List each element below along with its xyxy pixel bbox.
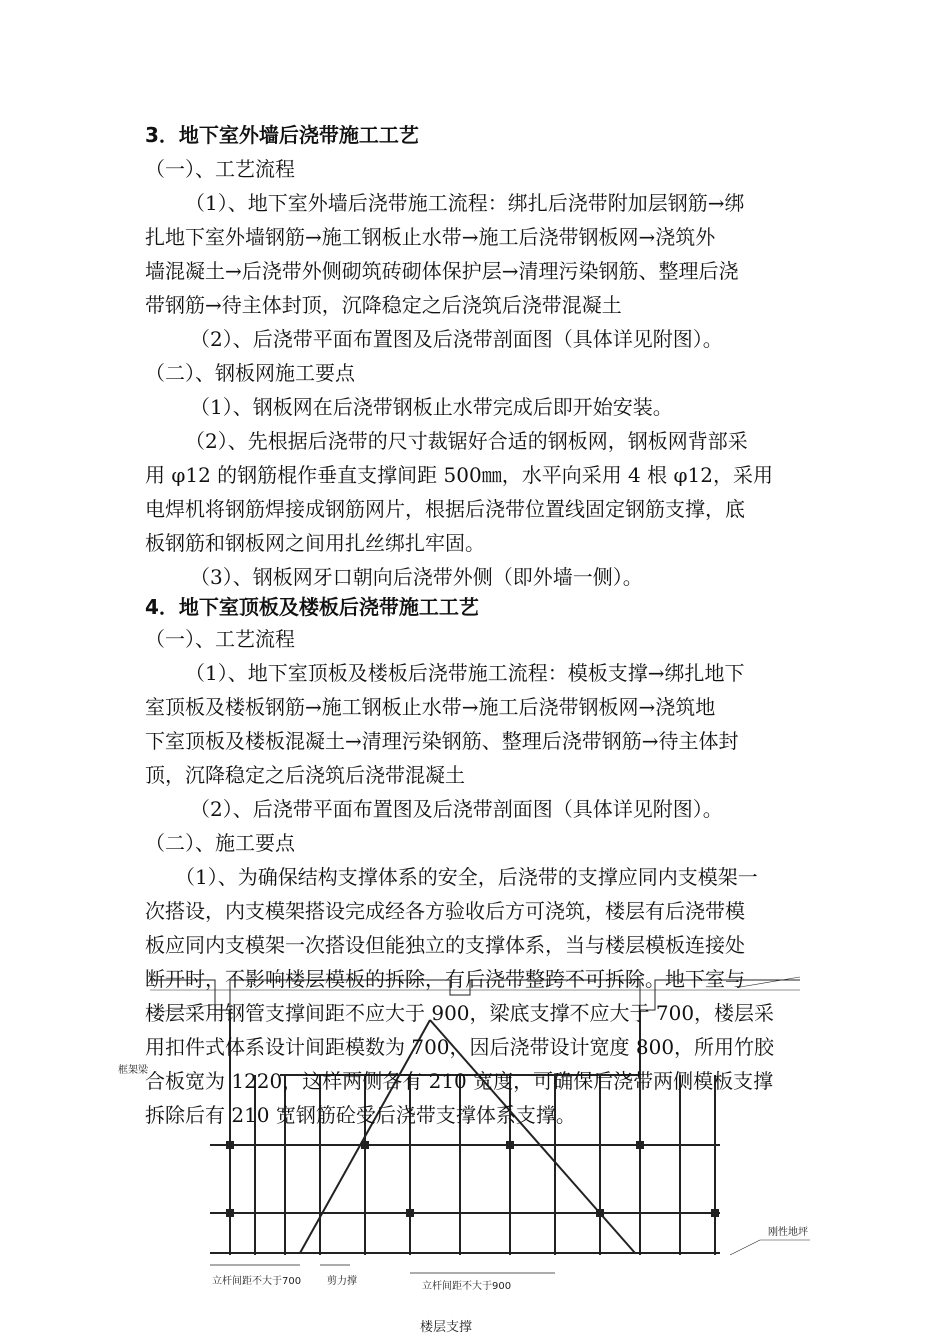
paragraph-line: 断开时，不影响楼层模板的拆除，有后浇带整跨不可拆除。地下室与 [145, 967, 745, 991]
clamp-markers [226, 1141, 719, 1217]
label-frame-beam: 框架梁 [118, 1065, 148, 1076]
paragraph-line: 板应同内支模架一次搭设但能独立的支撑体系，当与楼层模板连接处 [145, 933, 745, 957]
subheading-steel-mesh: （二）、钢板网施工要点 [145, 361, 355, 385]
paragraph-line: 用扣件式体系设计间距模数为 700，因后浇带设计宽度 800，所用竹胶 [145, 1035, 775, 1059]
paragraph-line: （1）、为确保结构支撑体系的安全，后浇带的支撑应同内支模架一 [175, 865, 758, 889]
subheading-construction-points: （二）、施工要点 [145, 831, 295, 855]
paragraph-line: 墙混凝土→后浇带外侧砌筑砖砌体保护层→清理污染钢筋、整理后浇 [145, 259, 739, 283]
paragraph-line: 扎地下室外墙钢筋→施工钢板止水带→施工后浇带钢板网→浇筑外 [145, 225, 716, 249]
leader-rigid-ground [730, 1240, 760, 1255]
paragraph-line: （1）、钢板网在后浇带钢板止水带完成后即开始安装。 [190, 395, 673, 419]
paragraph-line: 下室顶板及楼板混凝土→清理污染钢筋、整理后浇带钢筋→待主体封 [145, 729, 739, 753]
paragraph-line: 楼层采用钢管支撑间距不应大于 900，梁底支撑不应大于 700，楼层采 [145, 1001, 775, 1025]
label-pole-spacing-900: 立杆间距不大于900 [422, 1281, 512, 1292]
paragraph-line: 拆除后有 210 宽钢筋砼受后浇带支撑体系支撑。 [145, 1103, 576, 1127]
paragraph-line: 室顶板及楼板钢筋→施工钢板止水带→施工后浇带钢板网→浇筑地 [145, 695, 716, 719]
paragraph-line: 用 φ12 的钢筋棍作垂直支撑间距 500㎜，水平向采用 4 根 φ12，采用 [145, 463, 773, 487]
paragraph-line: （3）、钢板网牙口朝向后浇带外侧（即外墙一侧）。 [190, 565, 643, 589]
paragraph-line: 电焊机将钢筋焊接成钢筋网片，根据后浇带位置线固定钢筋支撑，底 [145, 497, 745, 521]
subheading-process-flow: （一）、工艺流程 [145, 627, 295, 651]
paragraph-line: 板钢筋和钢板网之间用扎丝绑扎牢固。 [145, 531, 485, 555]
label-rigid-ground: 刚性地坪 [768, 1227, 808, 1238]
leader-top-right [740, 977, 800, 987]
paragraph-line: 合板宽为 1220，这样两侧各有 210 宽度，可确保后浇带两侧模板支撑 [145, 1069, 774, 1093]
heading-section-3: 3．地下室外墙后浇带施工工艺 [145, 123, 419, 147]
paragraph-line: （2）、后浇带平面布置图及后浇带剖面图（具体详见附图）。 [190, 327, 723, 351]
label-shear-brace: 剪力撑 [327, 1276, 357, 1287]
paragraph-line: （2）、后浇带平面布置图及后浇带剖面图（具体详见附图）。 [190, 797, 723, 821]
paragraph-line: （1）、地下室顶板及楼板后浇带施工流程：模板支撑→绑扎地下 [185, 661, 745, 685]
subheading-process-flow: （一）、工艺流程 [145, 157, 295, 181]
paragraph-line: （2）、先根据后浇带的尺寸裁锯好合适的钢板网，钢板网背部采 [185, 429, 748, 453]
label-pole-spacing-700: 立杆间距不大于700 [212, 1276, 302, 1287]
paragraph-line: 顶，沉降稳定之后浇筑后浇带混凝土 [145, 763, 465, 787]
heading-section-4: 4．地下室顶板及楼板后浇带施工工艺 [145, 595, 479, 619]
paragraph-line: （1）、地下室外墙后浇带施工流程：绑扎后浇带附加层钢筋→绑 [185, 191, 745, 215]
paragraph-line: 带钢筋→待主体封顶，沉降稳定之后浇筑后浇带混凝土 [145, 293, 622, 317]
paragraph-line: 次搭设，内支模架搭设完成经各方验收后方可浇筑，楼层有后浇带模 [145, 899, 745, 923]
figure-caption: 楼层支撑 [420, 1320, 473, 1335]
